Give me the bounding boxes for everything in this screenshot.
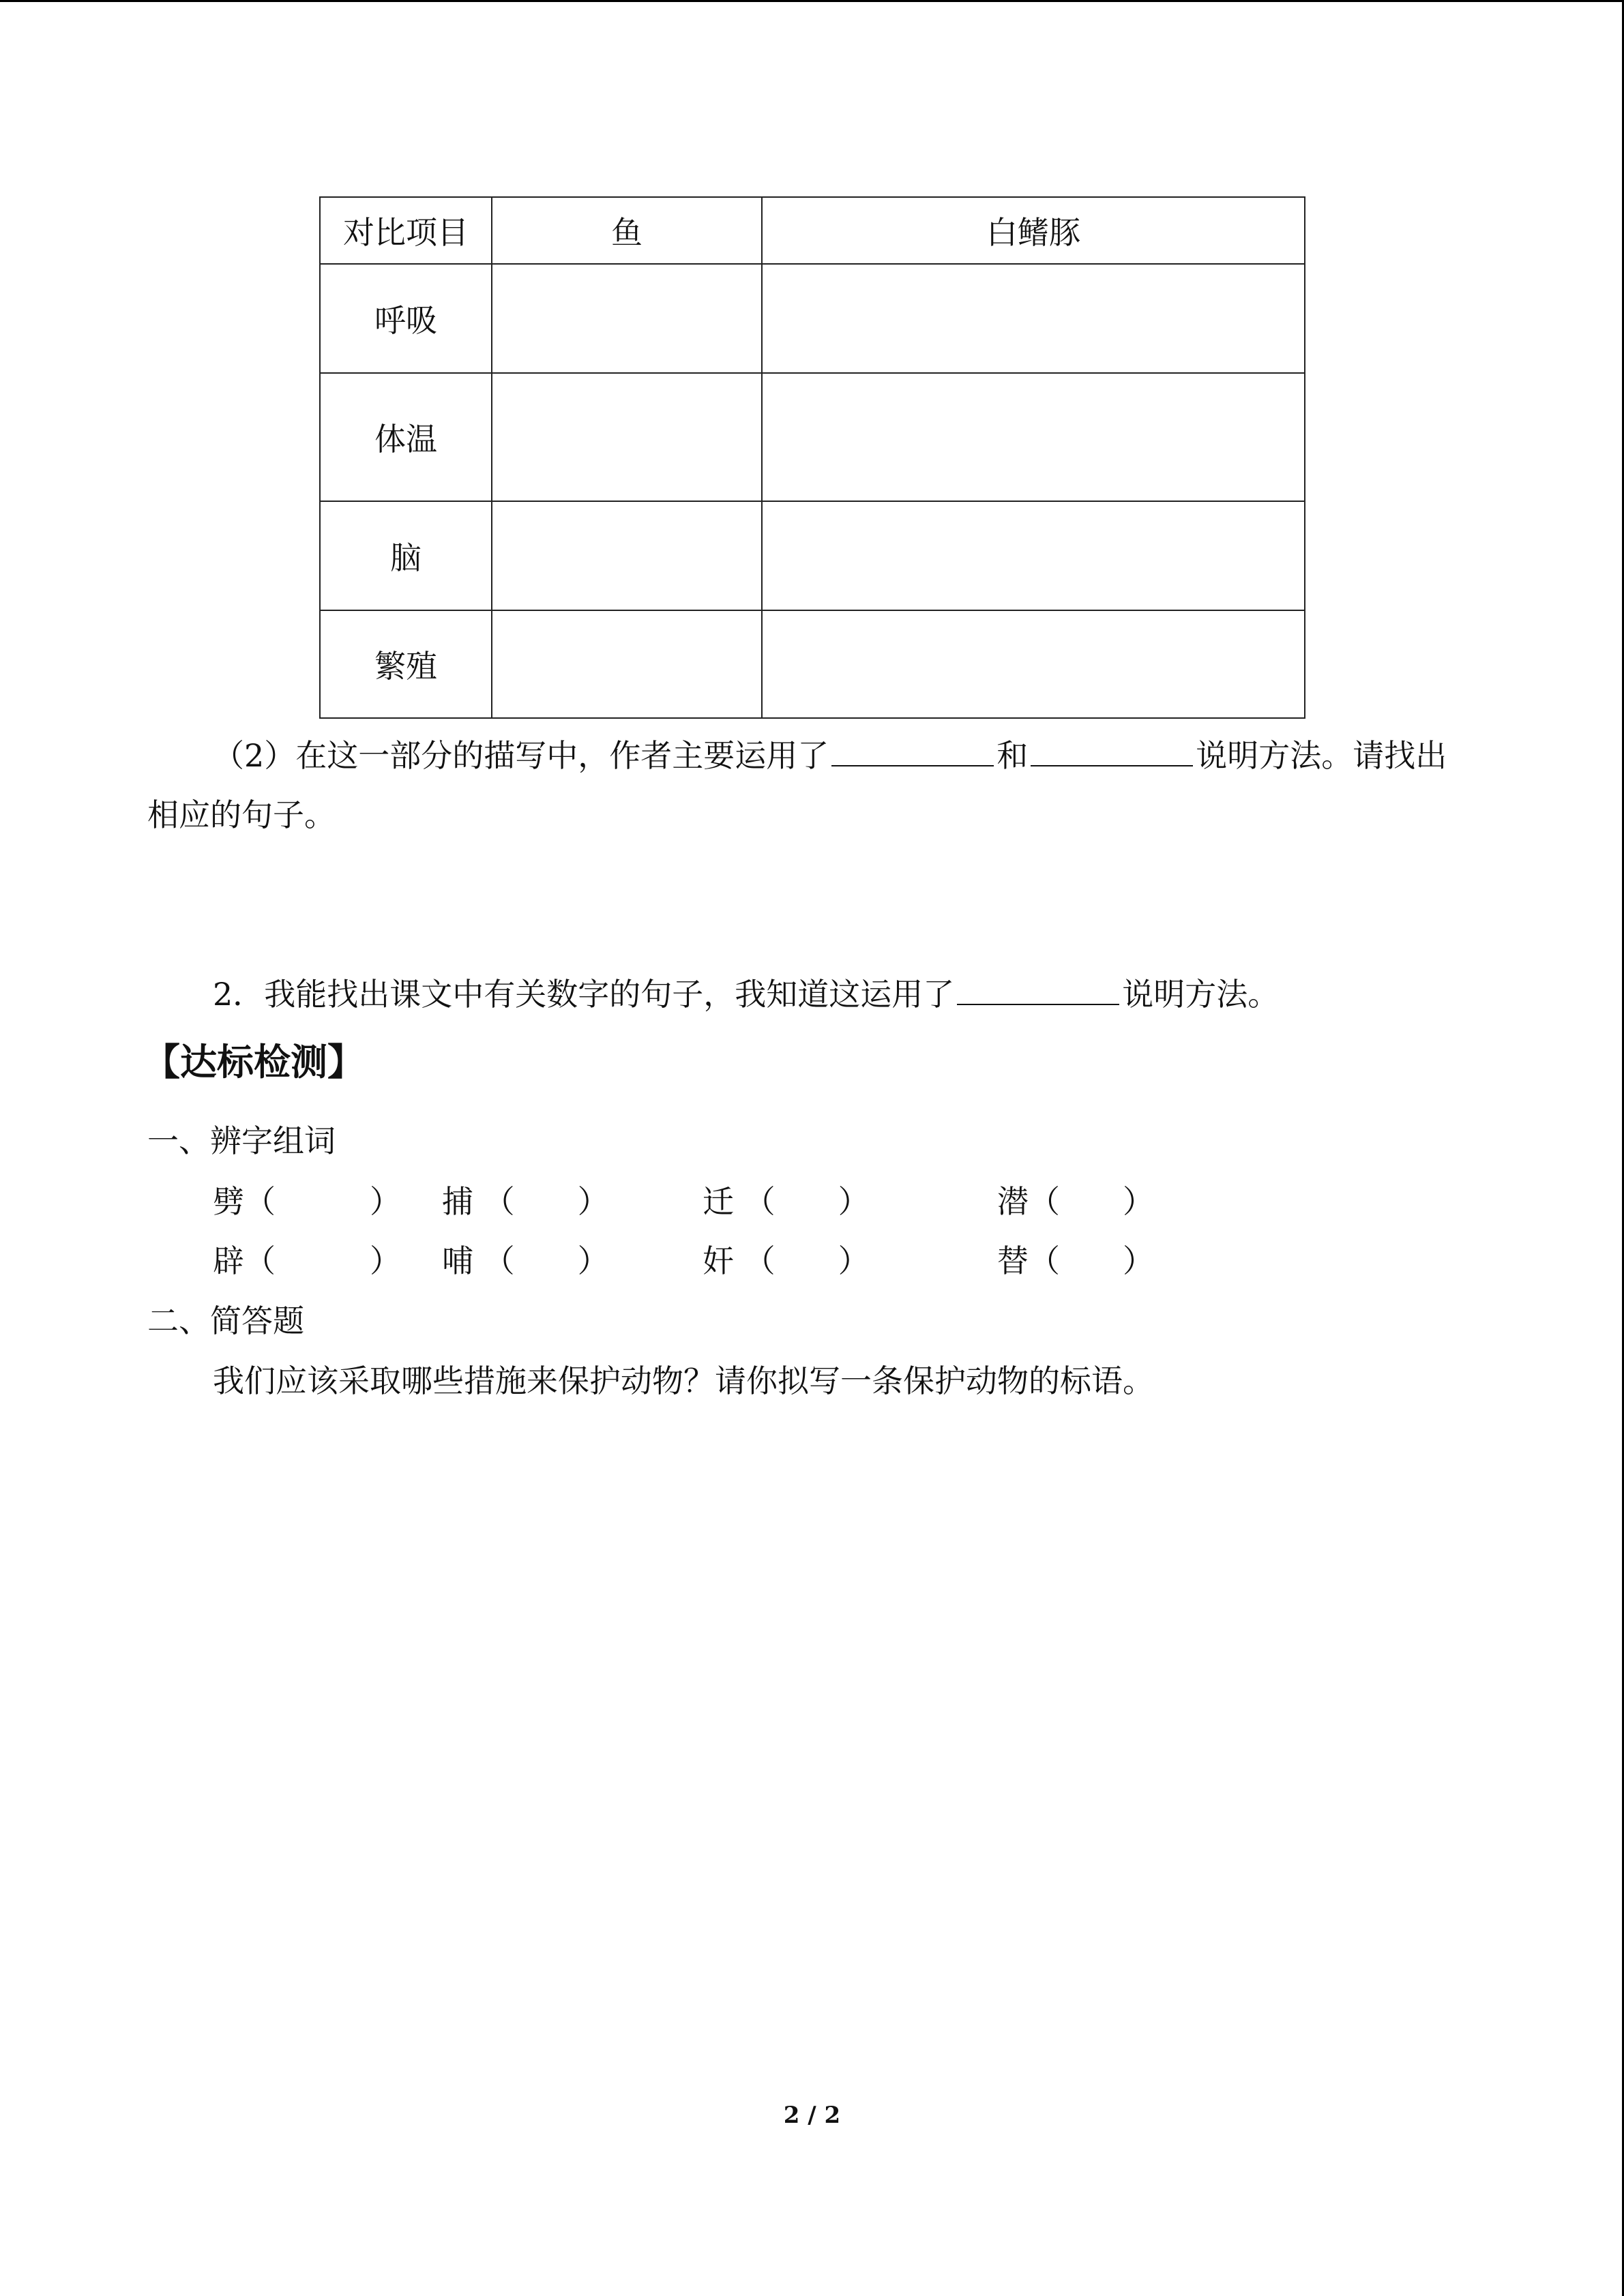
part-two-title: 二、简答题 — [147, 1302, 304, 1339]
table-row — [320, 501, 1305, 610]
word-item[interactable]: 哺 （ ） — [442, 1242, 609, 1279]
row-label-body-temperature: 体温 — [320, 373, 492, 501]
answer-cell-dolphin[interactable] — [762, 501, 1305, 610]
answer-cell-dolphin[interactable] — [762, 264, 1305, 373]
fill-blank-method-1[interactable] — [831, 734, 994, 766]
word-row-1 — [213, 1177, 1236, 1225]
answer-cell-fish[interactable] — [492, 610, 762, 718]
header-compare-item: 对比项目 — [320, 197, 492, 264]
word-item[interactable]: 替（ ） — [997, 1242, 1154, 1279]
answer-cell-dolphin[interactable] — [762, 610, 1305, 718]
table-header-row — [320, 197, 1305, 264]
header-fish: 鱼 — [492, 197, 762, 264]
table-row — [320, 264, 1305, 373]
table-row — [320, 373, 1305, 501]
answer-cell-fish[interactable] — [492, 501, 762, 610]
answer-cell-dolphin[interactable] — [762, 373, 1305, 501]
word-item[interactable]: 潜（ ） — [997, 1183, 1154, 1220]
fill-blank-number-method[interactable] — [957, 972, 1119, 1005]
answer-cell-fish[interactable] — [492, 373, 762, 501]
row-label-brain: 脑 — [320, 501, 492, 610]
word-row-2 — [213, 1236, 1236, 1284]
word-item[interactable]: 奸 （ ） — [703, 1242, 870, 1279]
table-row — [320, 610, 1305, 718]
comparison-table — [319, 196, 1305, 719]
word-item[interactable]: 迁 （ ） — [703, 1183, 870, 1220]
top-border-line — [0, 0, 1624, 2]
question-2 — [213, 970, 1279, 1018]
page-number: 2 / 2 — [783, 2102, 841, 2129]
word-item[interactable]: 辟（ ） — [213, 1242, 401, 1279]
answer-cell-fish[interactable] — [492, 264, 762, 373]
question-1-2-line-2: 相应的句子。 — [147, 796, 336, 833]
question-1-2-and: 和 — [996, 737, 1029, 774]
question-2-suffix: 说明方法。 — [1122, 976, 1280, 1013]
question-1-2-line-1 — [213, 732, 1447, 779]
section-heading-assessment: 【达标检测】 — [143, 1041, 364, 1084]
fill-blank-method-2[interactable] — [1031, 734, 1193, 766]
part-one-title: 一、辨字组词 — [147, 1122, 336, 1159]
header-baiji-dolphin: 白鳍豚 — [762, 197, 1305, 264]
row-label-reproduction: 繁殖 — [320, 610, 492, 718]
question-2-prefix: 2．我能找出课文中有关数字的句子，我知道这运用了 — [213, 976, 955, 1013]
question-1-2-prefix: （2）在这一部分的描写中，作者主要运用了 — [213, 737, 829, 774]
row-label-breathing: 呼吸 — [320, 264, 492, 373]
part-two-question: 我们应该采取哪些措施来保护动物？请你拟写一条保护动物的标语。 — [213, 1362, 1154, 1399]
question-1-2-suffix: 说明方法。请找出 — [1196, 737, 1447, 774]
word-item[interactable]: 劈（ ） — [213, 1183, 401, 1220]
word-item[interactable]: 捕 （ ） — [442, 1183, 609, 1220]
